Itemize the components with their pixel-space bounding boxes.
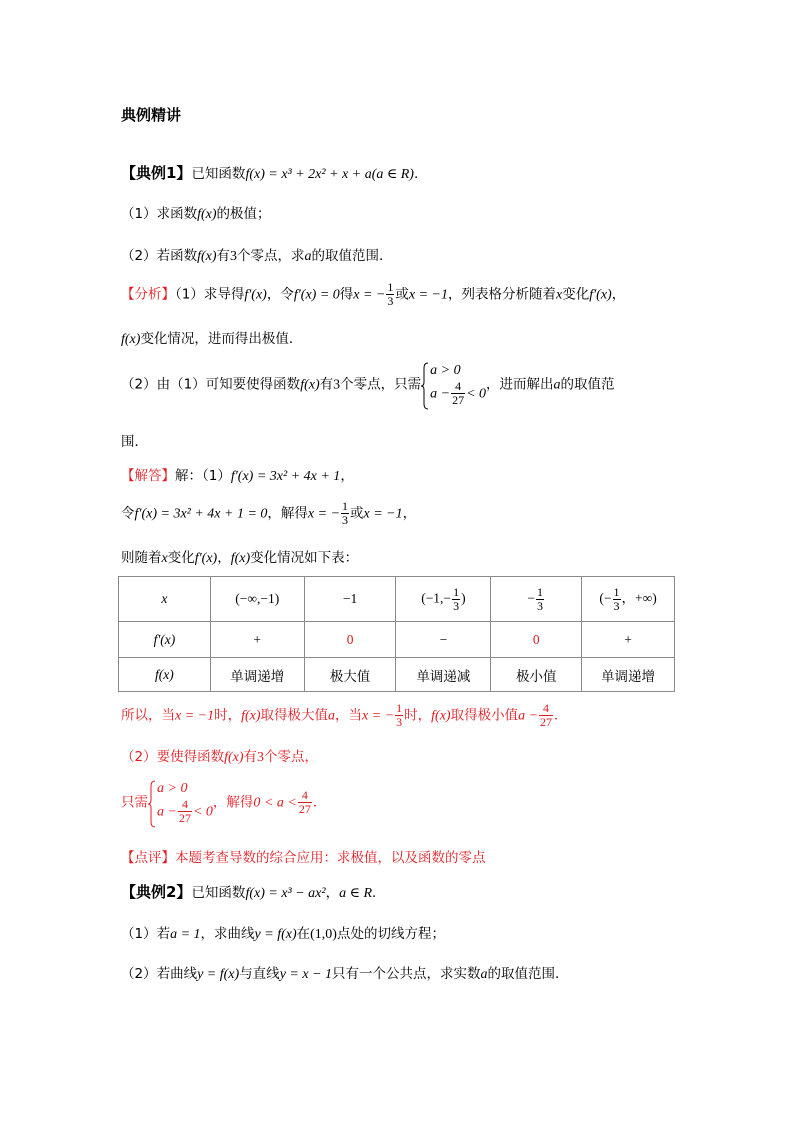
example-1-statement: 【典例1】已知函数f(x) = x³ + 2x² + x + a(a ∈ R). <box>121 164 419 182</box>
solution-conclusion: 所以，当x = −1时，f(x)取得极大值a，当x = − $\frac{1}{3}$ 时，f(x)取得极小值a − $\frac{4}{27}$ ． <box>121 701 568 729</box>
comment-tag: 【点评】 <box>121 850 175 866</box>
fraction-one-third: $\frac{1}{3}$ <box>387 280 394 308</box>
table-row <box>119 658 675 692</box>
table-row <box>119 577 675 622</box>
table-cell: (− $\frac{1}{3}$ ，+∞) <box>582 577 675 622</box>
solution-part-2-condition: 只需 a > 0 a − $\frac{4}{27}$ < 0 ，解得0 < a < $\frac{4}{27}$ ． <box>121 780 326 825</box>
example-1-tag: 【典例1】 <box>121 164 192 182</box>
example-2-statement: 【典例2】已知函数f(x) = x³ − ax²，a ∈ R． <box>121 883 386 901</box>
table-cell: f(x) <box>119 658 211 692</box>
inequality-system: a > 0 a − $\frac{4}{27}$ < 0 <box>421 362 486 407</box>
table-cell: (−∞,−1) <box>210 577 304 622</box>
example-2-tag: 【典例2】 <box>121 883 192 901</box>
table-cell: 极小值 <box>491 658 582 692</box>
table-row <box>119 622 675 658</box>
left-brace-icon <box>421 362 429 410</box>
solution-step-3: 则随着x变化f′(x)，f(x)变化情况如下表： <box>121 550 359 566</box>
table-cell: 单调递增 <box>582 658 675 692</box>
table-cell: (−1,− $\frac{1}{3}$ ) <box>396 577 491 622</box>
table-cell: −1 <box>304 577 396 622</box>
inequality-system: a > 0 a − $\frac{4}{27}$ < 0 <box>148 780 213 825</box>
solution-step-2: 令f′(x) = 3x² + 4x + 1 = 0，解得x = − $\frac{1}{3}$ 或x = −1， <box>121 499 417 527</box>
analysis-paragraph-1: 【分析】（1）求导得f′(x)，令f′(x) = 0得x = − $\frac{1}{3}$ 或x = −1，列表格分析随着x变化f′(x)， <box>121 280 626 308</box>
table-cell: 0 <box>491 622 582 658</box>
variation-table <box>118 576 675 692</box>
table-cell: − $\frac{1}{3}$ <box>491 577 582 622</box>
example-2-question-2: （2）若曲线y = f(x)与直线y = x − 1只有一个公共点，求实数a的取值范围． <box>121 966 569 982</box>
analysis-paragraph-1-cont: f(x)变化情况，进而得出极值． <box>121 331 303 347</box>
solution-tag: 【解答】 <box>121 468 175 484</box>
analysis-tag: 【分析】 <box>121 286 175 303</box>
solution-step-1: 【解答】解：（1）f′(x) = 3x² + 4x + 1， <box>121 468 354 484</box>
table-cell: f′(x) <box>119 622 211 658</box>
table-cell: + <box>582 622 675 658</box>
example-2-question-1: （1）若a = 1，求曲线y = f(x)在(1,0)点处的切线方程； <box>121 926 445 942</box>
solution-part-2: （2）要使得函数f(x)有3个零点， <box>121 749 319 765</box>
table-cell: 单调递增 <box>210 658 304 692</box>
section-heading: 典例精讲 <box>121 106 182 124</box>
table-cell: x <box>119 577 211 622</box>
analysis-paragraph-2-cont: 围． <box>121 434 148 450</box>
example-1-question-2: （2）若函数f(x)有3个零点，求a的取值范围． <box>121 248 393 264</box>
table-cell: − <box>396 622 491 658</box>
analysis-paragraph-2: （2）由（1）可知要使得函数f(x)有3个零点，只需 a > 0 a − $\frac{4}{27}$ < 0 ，进而解出a的取值范 <box>121 362 615 407</box>
table-cell: 单调递减 <box>396 658 491 692</box>
left-brace-icon <box>148 780 156 828</box>
table-cell: 极大值 <box>304 658 396 692</box>
comment: 【点评】本题考查导数的综合应用：求极值，以及函数的零点 <box>121 850 486 866</box>
table-cell: + <box>210 622 304 658</box>
example-1-question-1: （1）求函数f(x)的极值； <box>121 206 271 222</box>
table-cell: 0 <box>304 622 396 658</box>
